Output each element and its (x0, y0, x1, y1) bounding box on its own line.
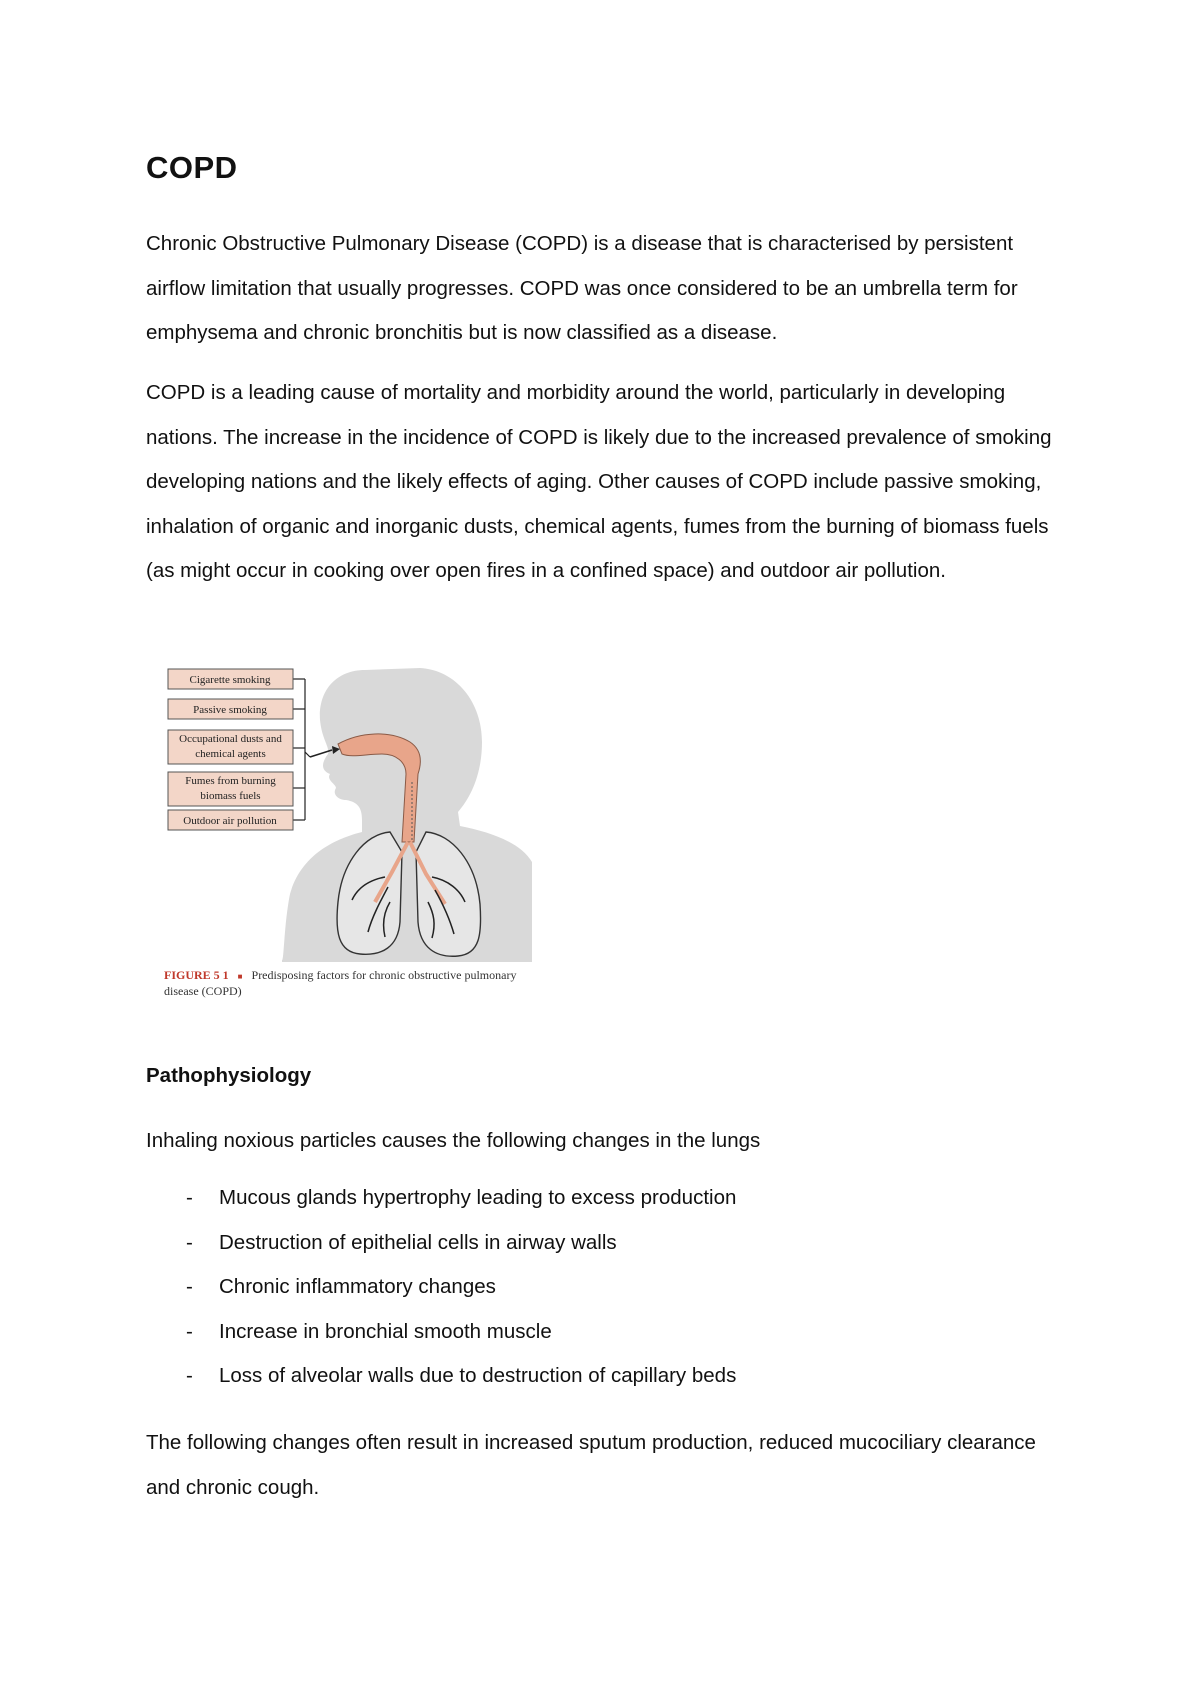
section-intro: Inhaling noxious particles causes the following changes in the lungs (146, 1129, 761, 1152)
list-item-text: Mucous glands hypertrophy leading to excess production (219, 1186, 737, 1209)
list-marker: - (186, 1364, 193, 1387)
factor-occupational-dusts: Occupational dusts and chemical agents (179, 733, 282, 760)
lung-changes-list (146, 1176, 1046, 1399)
predisposing-factors-figure (160, 662, 540, 1012)
list-item (146, 1221, 1046, 1266)
factor-cigarette-smoking: Cigarette smoking (189, 674, 271, 686)
factor-biomass-fumes: Fumes from burning biomass fuels (185, 775, 276, 802)
list-item-text: Loss of alveolar walls due to destruction of capillary beds (219, 1364, 737, 1387)
list-item-text: Destruction of epithelial cells in airway walls (219, 1230, 617, 1254)
causes-paragraph: COPD is a leading cause of mortality and morbidity around the world, particularly in developing nations. The increase in the incidence of COPD is likely due to the increased prevalence of smoking developing nations and the likely effects of aging. Other causes of COPD include passive smoking, inhalation of organic and inorganic dusts, chemical agents, fumes from the burning of biomass fuels (as might occur in cooking over open fires in a confined space) and outdoor air pollution. (146, 381, 1052, 582)
figure-caption-text: Predisposing factors for chronic obstructive pulmonary disease (COPD) (164, 968, 517, 998)
figure-illustration (160, 662, 540, 1012)
list-item (146, 1310, 1046, 1355)
list-item (146, 1354, 1046, 1399)
list-item-text: Increase in bronchial smooth muscle (219, 1319, 552, 1343)
list-item (146, 1176, 1046, 1221)
list-marker: - (186, 1275, 193, 1298)
intro-paragraph: Chronic Obstructive Pulmonary Disease (COPD) is a disease that is characterised by persistent airflow limitation that usually progresses. COPD was once considered to be an umbrella term for emphysema and chronic bronchitis but is now classified as a disease. (146, 232, 1018, 344)
list-marker: - (186, 1319, 193, 1343)
list-marker: - (186, 1230, 193, 1254)
section-heading-pathophysiology: Pathophysiology (146, 1064, 312, 1087)
document-title: COPD (146, 150, 238, 185)
figure-caption (164, 968, 540, 999)
figure-caption-label: FIGURE 5 1 (164, 968, 229, 982)
list-marker: - (186, 1186, 193, 1209)
factor-outdoor-air-pollution: Outdoor air pollution (183, 815, 277, 827)
list-item-text: Chronic inflammatory changes (219, 1275, 496, 1298)
conclusion-paragraph: The following changes often result in increased sputum production, reduced mucociliary clearance and chronic cough. (146, 1431, 1036, 1499)
list-item (146, 1265, 1046, 1310)
factor-passive-smoking: Passive smoking (193, 704, 267, 716)
figure-caption-bullet: ■ (237, 972, 243, 981)
